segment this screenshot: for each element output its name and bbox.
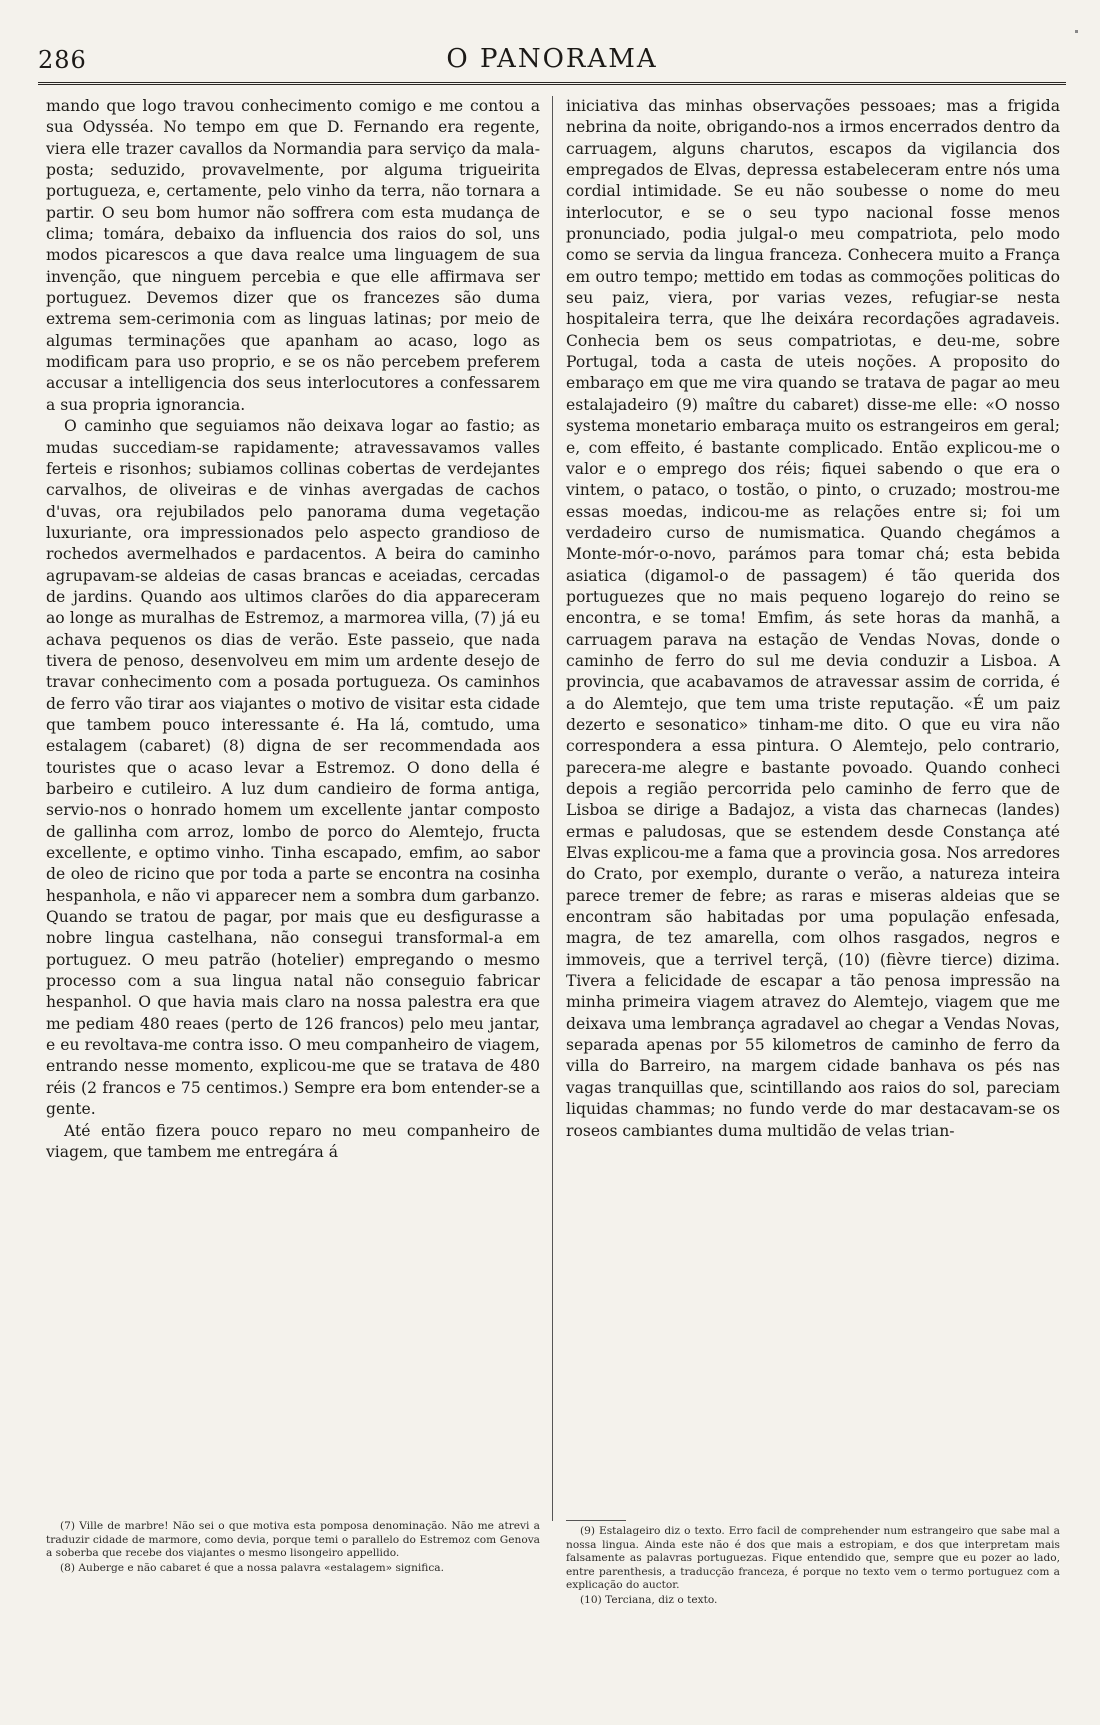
footnote: (8) Auberge e não cabaret é que a nossa palavra «estalagem» significa. bbox=[60, 1561, 444, 1574]
left-column bbox=[46, 96, 540, 1163]
footnote: (10) Terciana, diz o texto. bbox=[580, 1593, 718, 1606]
paragraph: iniciativa das minhas observações pessoaes; mas a frigida nebrina da noite, obrigando-nos a irmos encerrados dentro da carruagem, alguns charutos, escapos da vigilancia dos empregados de Elvas, depressa estabeleceram entre nós uma cordial intimidade. Se eu não soubesse o nome do meu interlocutor, e se o seu typo nacional fosse menos pronunciado, podia julgal-o meu compatriota, pelo modo como se servia da lingua franceza. Conhecera muito a França em outro tempo; mettido em todas as commoções politicas do seu paiz, viera, por varias vezes, refugiar-se nesta hospitaleira terra, que lhe deixára recordações agradaveis. Conhecia bem os seus compatriotas, e deu-me, sobre Portugal, toda a casta de uteis noções. A proposito do embaraço em que me vira quando se tratava de pagar ao meu estalajadeiro (9) maître du cabaret) disse-me elle: «O nosso systema monetario embaraça muito os estrangeiros em geral; e, com effeito, é bastante complicado. Então explicou-me o valor e o emprego dos réis; fiquei sabendo o que era o vintem, o pataco, o tostão, o pinto, o cruzado; mostrou-me essas moedas, indicou-me as relações entre si; foi um verdadeiro curso de numismatica. Quando chegámos a Monte-mór-o-novo, parámos para tomar chá; esta bebida asiatica (digamol-o de passagem) é tão querida dos portuguezes que no mais pequeno logarejo do reino se encontra, e se toma! Emfim, ás sete horas da manhã, a carruagem parava na estação de Vendas Novas, donde o caminho de ferro do sul me devia conduzir a Lisboa. A provincia, que acabavamos de atravessar assim de corrida, é a do Alemtejo, que tem uma triste reputação. «É um paiz dezerto e sesonatico» tinham-me dito. O que eu vira não correspondera a essa pintura. O Alemtejo, pelo contrario, parecera-me alegre e bastante povoado. Quando conheci depois a região percorrida pelo caminho de ferro que de Lisboa se dirige a Badajoz, a vista das charnecas (landes) ermas e paludosas, que se estendem desde Constança até Elvas explicou-me a fama que a provincia gosa. Nos arredores do Crato, por exemplo, durante o verão, a natureza inteira parece tremer de febre; as raras e miseras aldeias que se encontram são habitadas por uma população enfesada, magra, de tez amarella, com olhos rasgados, negros e immoveis, que a terrivel terçã, (10) (fièvre tierce) dizima. Tivera a felicidade de escapar a tão penosa impressão na minha primeira viagem atravez do Alemtejo, viagem que me deixava uma lembrança agradavel ao chegar a Vendas Novas, separada apenas por 55 kilometros de caminho de ferro da villa do Barreiro, na margem cidade banhava os pés nas vagas tranquillas que, scintillando aos raios do sol, pareciam liquidas chammas; no fundo verde do mar destacavam-se os roseos cambiantes duma multidão de velas trian- bbox=[566, 97, 1060, 1140]
paragraph: Até então fizera pouco reparo no meu companheiro de viagem, que tambem me entregára á bbox=[46, 1121, 540, 1161]
footnote: (7) Ville de marbre! Não sei o que motiva esta pomposa denominação. Não me atrevi a traduzir cidade de marmore, como devia, porque temi o parallelo do Estremoz com Genova a soberba que recebe dos viajantes o mesmo lisongeiro appellido. bbox=[46, 1520, 540, 1560]
page-header bbox=[38, 38, 1066, 82]
footnotes-left bbox=[46, 1520, 540, 1576]
footnote-rule bbox=[566, 1520, 626, 1521]
paragraph: mando que logo travou conhecimento comigo e me contou a sua Odysséa. No tempo em que D. Fernando era regente, viera elle trazer cavallos da Normandia para serviço da mala-posta; seduzido, provavelmente, por alguma trigueirita portugueza, e, certamente, pelo vinho da terra, não tornara a partir. O seu bom humor não soffrera com esta mudança de clima; tomára, debaixo da influencia dos raios do sol, uns modos picarescos a que dava realce uma linguagem de sua invenção, que ninguem percebia e que elle affirmava ser portuguez. Devemos dizer que os francezes são duma extrema sem-cerimonia com as linguas latinas; por meio de algumas terminações que apanham ao acaso, logo as modificam para uso proprio, e se os não percebem preferem accusar a intelligencia dos seus interlocutores a confessarem a sua propria ignorancia. bbox=[46, 97, 540, 414]
header-rule bbox=[38, 82, 1066, 85]
right-column bbox=[566, 96, 1060, 1142]
column-divider bbox=[552, 96, 553, 1521]
newspaper-page bbox=[38, 38, 1066, 1698]
margin-mark bbox=[1075, 30, 1078, 33]
footnote: (9) Estalageiro diz o texto. Erro facil de comprehender num estrangeiro que sabe mal a nossa lingua. Ainda este não é dos que mais a estropiam, e dos que interpretam mais falsamente as palavras portuguezas. Fique entendido que, sempre que eu pozer ao lado, entre parenthesis, a traducção franceza, é porque no texto vem o termo portuguez com a explicação do auctor. bbox=[566, 1525, 1060, 1592]
page-number: 286 bbox=[38, 46, 87, 74]
paragraph: O caminho que seguiamos não deixava logar ao fastio; as mudas succediam-se rapidamente; atravessavamos valles ferteis e risonhos; subiamos collinas cobertas de verdejantes carvalhos, de oliveiras e de vinhas avergadas de cachos d'uvas, ora rejubilados pelo panorama duma vegetação luxuriante, ora impressionados pelo aspecto grandioso de rochedos avermelhados e pardacentos. A beira do caminho agrupavam-se aldeias de casas brancas e aceiadas, cercadas de jardins. Quando aos ultimos clarões do dia appareceram ao longe as muralhas de Estremoz, a marmorea villa, (7) já eu achava pequenos os dias de verão. Este passeio, que nada tivera de penoso, desenvolveu em mim um ardente desejo de travar conhecimento com a posada portugueza. Os caminhos de ferro vão tirar aos viajantes o motivo de visitar esta cidade que tambem pouco interessante é. Ha lá, comtudo, uma estalagem (cabaret) (8) digna de ser recommendada aos touristes que o acaso levar a Estremoz. O dono della é barbeiro e cutileiro. A luz dum candieiro de forma antiga, servio-nos o honrado homem um excellente jantar composto de gallinha com arroz, lombo de porco do Alemtejo, fructa excellente, e optimo vinho. Tinha escapado, emfim, ao sabor de oleo de ricino que por toda a parte se encontra na cosinha hespanhola, e não vi apparecer nem a sombra dum garbanzo. Quando se tratou de pagar, por mais que eu desfigurasse a nobre lingua castelhana, não consegui transformal-a em portuguez. O meu patrão (hotelier) empregando o mesmo processo com a sua lingua natal não conseguio fabricar hespanhol. O que havia mais claro na nossa palestra era que me pediam 480 reaes (perto de 126 francos) pelo meu jantar, e eu revoltava-me contra isso. O meu companheiro de viagem, entrando nesse momento, explicou-me que se tratava de 480 réis (2 francos e 75 centimos.) Sempre era bom entender-se a gente. bbox=[46, 417, 540, 1119]
page-title: O PANORAMA bbox=[446, 44, 658, 74]
footnotes-right bbox=[566, 1520, 1060, 1609]
